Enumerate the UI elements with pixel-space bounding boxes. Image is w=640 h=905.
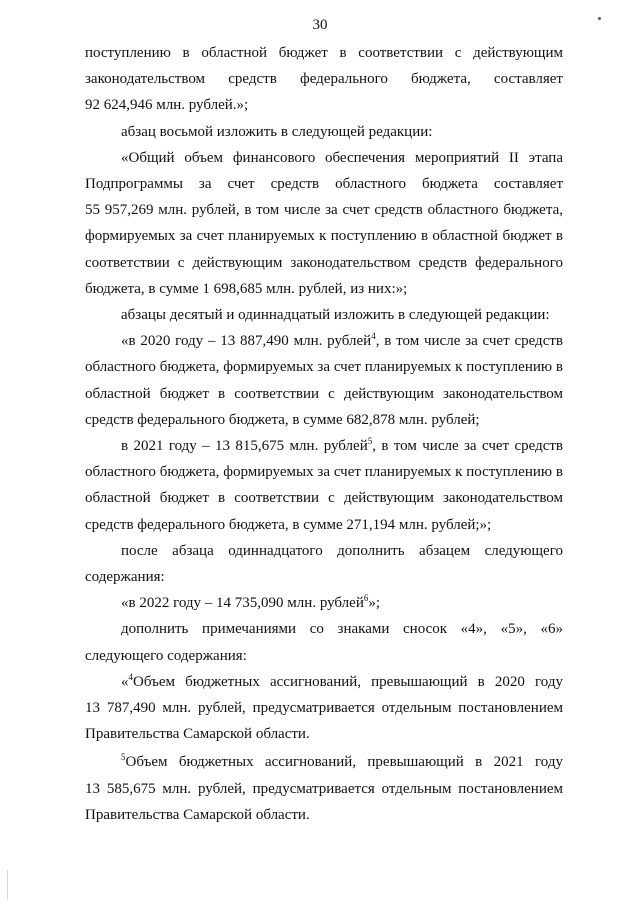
- text-line: [85, 433, 563, 459]
- text-fragment: Объем бюджетных ассигнований, превышающий в 2021 году: [125, 754, 563, 771]
- text-fragment: в 2021 году – 13 815,675 млн. рублей: [121, 438, 368, 455]
- paragraph-9: [85, 616, 563, 668]
- paragraph-2: [85, 119, 563, 145]
- text-line: содержания:: [85, 569, 165, 586]
- document-body: [85, 40, 563, 828]
- text-line: Правительства Самарской области.: [85, 726, 310, 743]
- page-number: 30: [312, 17, 328, 33]
- text-line: областной бюджет в соответствии с действующим законодательством: [85, 385, 563, 402]
- paragraph-6: [85, 433, 563, 538]
- text-line: 55 957,269 млн. рублей, в том числе за счет средств областного бюджета,: [85, 202, 563, 219]
- text-line: областного бюджета, формируемых за счет планируемых к поступлению в: [85, 464, 563, 481]
- text-line: «Общий объем финансового обеспечения мероприятий II этапа: [121, 149, 563, 166]
- paragraph-7: [85, 538, 563, 590]
- text-line: после абзаца одиннадцатого дополнить абзацем следующего: [121, 542, 563, 559]
- footnote-marker: 4: [371, 331, 376, 342]
- paragraph-1: [85, 40, 563, 119]
- text-fragment: Объем бюджетных ассигнований, превышающий в 2020 году: [133, 673, 563, 690]
- paragraph-8: [85, 590, 563, 616]
- text-line: [85, 749, 563, 775]
- footnote-marker: 5: [367, 436, 373, 447]
- footnote-marker: 6: [363, 593, 369, 604]
- paragraph-11: [85, 749, 563, 828]
- text-line: соответствии с действующим законодательством средств федерального: [85, 254, 563, 271]
- scan-edge: [7, 870, 8, 900]
- text-line: средств федерального бюджета, в сумме 682,878 млн. рублей;: [85, 411, 480, 428]
- text-line: законодательством средств федерального бюджета, составляет: [85, 71, 563, 88]
- footnote-marker: 5: [121, 752, 126, 763]
- text-fragment: , в том числе за счет средств: [375, 333, 563, 350]
- text-line: дополнить примечаниями со знаками сносок «4», «5», «6»: [121, 621, 563, 638]
- text-line: средств федерального бюджета, в сумме 271,194 млн. рублей;»;: [85, 516, 492, 533]
- text-line: поступлению в областной бюджет в соответствии с действующим: [85, 45, 563, 61]
- text-fragment: «: [121, 673, 129, 690]
- paragraph-5: [85, 328, 563, 433]
- text-line: следующего содержания:: [85, 647, 247, 664]
- text-line: 13 787,490 млн. рублей, предусматривается отдельным постановлением: [85, 700, 563, 717]
- text-line: областного бюджета, формируемых за счет планируемых к поступлению в: [85, 359, 563, 376]
- text-line: 92 624,946 млн. рублей.»;: [85, 97, 249, 114]
- text-line: [85, 590, 563, 616]
- text-line: областной бюджет в соответствии с действующим законодательством: [85, 490, 563, 507]
- paragraph-10: [85, 669, 563, 748]
- text-line: бюджета, в сумме 1 698,685 млн. рублей, из них:»;: [85, 280, 408, 297]
- text-fragment: «в 2020 году – 13 887,490 млн. рублей: [121, 333, 372, 350]
- scan-mark: [598, 17, 601, 20]
- text-fragment: , в том числе за счет средств: [372, 438, 563, 455]
- text-line: формируемых за счет планируемых к поступлению в областной бюджет в: [85, 228, 563, 245]
- paragraph-3: [85, 145, 563, 302]
- text-line: [85, 669, 563, 695]
- text-line: [85, 328, 563, 354]
- text-line: абзацы десятый и одиннадцатый изложить в следующей редакции:: [121, 307, 550, 324]
- text-line: Подпрограммы за счет средств областного бюджета составляет: [85, 176, 563, 193]
- text-line: 13 585,675 млн. рублей, предусматривается отдельным постановлением: [85, 780, 563, 797]
- text-line: абзац восьмой изложить в следующей редакции:: [121, 123, 433, 140]
- paragraph-4: [85, 302, 563, 328]
- text-line: Правительства Самарской области.: [85, 806, 310, 823]
- text-fragment: «в 2022 году – 14 735,090 млн. рублей: [121, 595, 364, 612]
- footnote-marker: 4: [128, 671, 133, 682]
- text-fragment: »;: [368, 595, 381, 612]
